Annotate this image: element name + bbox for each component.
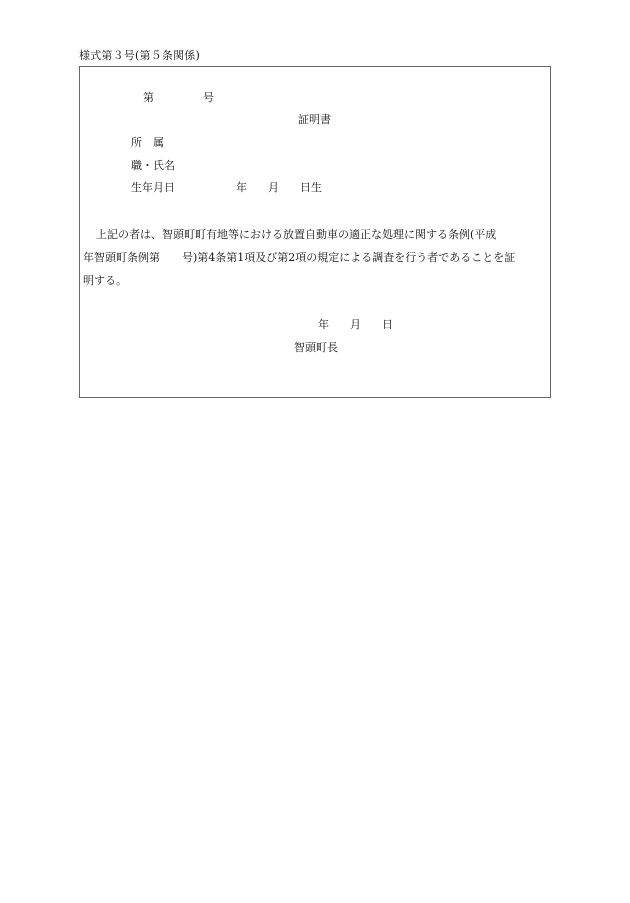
position-name-label: 職・氏名 — [131, 159, 175, 172]
issue-month-label: 月 — [350, 318, 361, 331]
issuer-name: 智頭町長 — [294, 341, 338, 354]
certificate-body — [83, 223, 551, 292]
certificate-title: 証明書 — [298, 113, 331, 126]
certificate-body-line-1: 上記の者は、智頭町町有地等における放置自動車の適正な処理に関する条例(平成 — [96, 228, 497, 241]
birth-date-label: 生年月日 — [131, 181, 175, 194]
birth-month-label: 月 — [268, 181, 279, 194]
certificate-body-line-2: 年智頭町条例第 号)第4条第1項及び第2項の規定による調査を行う者であることを証 — [83, 251, 516, 264]
issue-date — [318, 318, 393, 332]
certificate-number-prefix: 第 — [143, 91, 154, 104]
certificate-number-suffix: 号 — [203, 91, 214, 104]
form-number-label: 様式第３号(第５条関係) — [79, 49, 200, 62]
affiliation-label-text: 所 属 — [131, 136, 164, 149]
birth-date-fields — [236, 181, 322, 195]
birth-year-label: 年 — [236, 181, 247, 194]
issue-year-label: 年 — [318, 318, 329, 331]
issue-day-label: 日 — [382, 318, 393, 331]
certificate-box — [79, 66, 551, 398]
affiliation-label — [131, 136, 164, 150]
birth-day-suffix-label: 日生 — [300, 181, 322, 194]
certificate-body-line-3: 明する。 — [83, 274, 127, 287]
